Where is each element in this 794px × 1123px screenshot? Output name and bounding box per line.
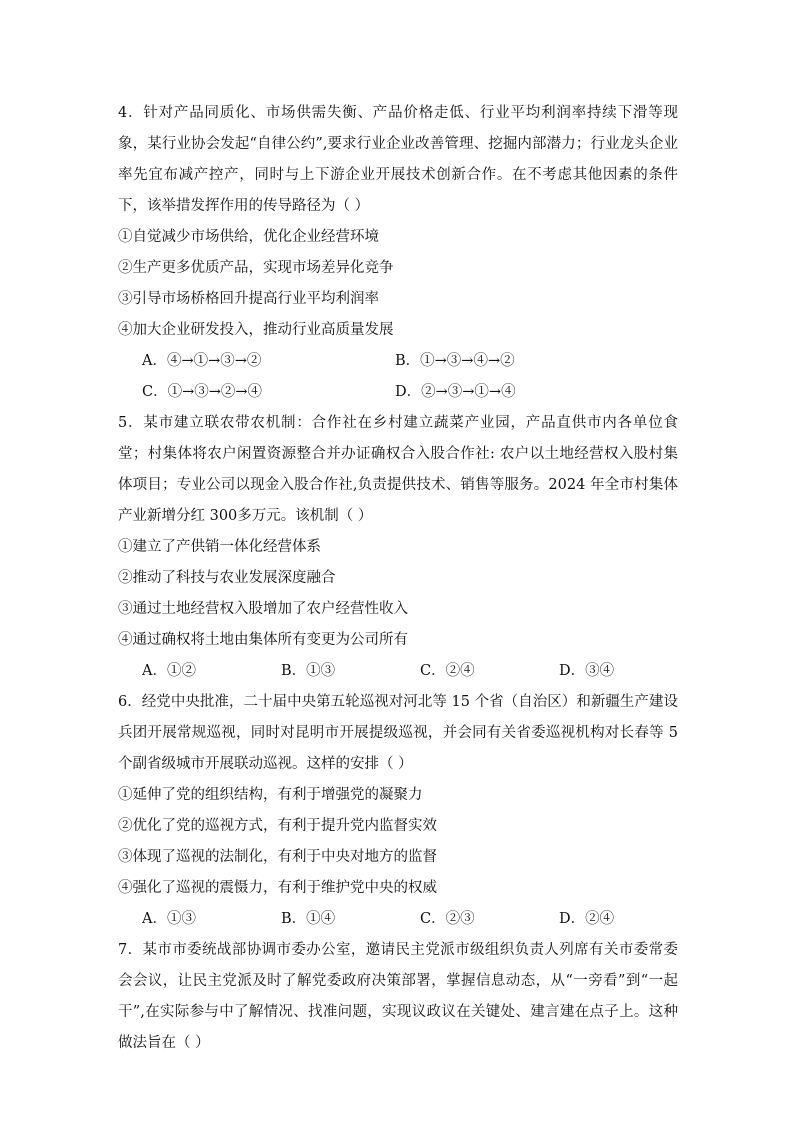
question-stem (118, 687, 678, 780)
answer-choices-row (118, 656, 678, 687)
statement-3: ③引导市场桥格回升提高行业平均利润率 (118, 291, 379, 307)
statement-1: ①建立了产供销一体化经营体系 (118, 539, 321, 555)
stem-line: 5．某市建立联农带农机制：合作社在乡村建立蔬菜产业园，产品直供市内各单位食堂；村 (118, 415, 678, 462)
answer-choices-row (118, 904, 678, 935)
questions-area (118, 98, 678, 1059)
answer-choices-row (118, 346, 678, 377)
statement-3: ③通过土地经营权入股增加了农户经营性收入 (118, 601, 408, 617)
statement-4: ④加大企业研发投入，推动行业高质量发展 (118, 322, 394, 338)
choice-c[interactable]: C．②④ (420, 663, 475, 679)
statement-4: ④强化了巡视的震慑力，有利于维护党中央的权威 (118, 880, 437, 896)
question-6 (118, 687, 678, 935)
statement-2: ②优化了党的巡视方式，有利于提升党内监督实效 (118, 818, 437, 834)
choice-c[interactable]: C．②③ (420, 911, 475, 927)
question-stem (118, 408, 678, 532)
stem-line: 减产控产，同时与上下游企业开展技术创新合作。在不考虑其他因素的条件下，该举措发挥 (118, 167, 679, 214)
choice-b[interactable]: B．①③ (281, 663, 336, 679)
question-7 (118, 935, 678, 1059)
question-4 (118, 98, 678, 408)
stem-line: 作用的传导路径为（ ） (219, 198, 370, 214)
statement-2: ②生产更多优质产品，实现市场差异化竞争 (118, 260, 394, 276)
stem-line: 集体将农户闲置资源整合并办证确权合入股合作社: 农户以土地经营权入股村集体项目；专 (118, 446, 678, 493)
question-stem (118, 98, 678, 222)
choice-c[interactable]: C．①→③→②→④ (142, 384, 263, 400)
question-stem (118, 935, 678, 1059)
stem-line: 开展常规巡视，同时对昆明市开展提级巡视，并会同有关省委巡视机构对长春等 5 个副省级 (118, 725, 678, 772)
stem-line: 议，让民主党派及时了解党委政府决策部署，掌握信息动态，从“一旁看”到“一起干”,在实际 (118, 973, 679, 1020)
question-5 (118, 408, 678, 687)
stem-line: 多万元。该机制（ ） (237, 508, 373, 524)
stem-line: 6．经党中央批准，二十届中央第五轮巡视对河北等 15 个省（自治区）和新疆生产建设兵团 (118, 694, 678, 741)
choice-b[interactable]: B．①→③→④→② (395, 353, 515, 369)
choice-d[interactable]: D．②④ (559, 911, 615, 927)
stem-line: 7．某市市委统战部协调市委办公室，邀请民主党派市级组织负责人列席有关市委常委会会 (118, 942, 678, 989)
statement-2: ②推动了科技与农业发展深度融合 (118, 570, 336, 586)
choice-d[interactable]: D．③④ (559, 663, 615, 679)
stem-line: 参与中了解情况、找准问题，实现议政议在关键处、建言建在点子上。这种做法旨在（ ） (118, 1004, 678, 1051)
statement-3: ③体现了巡视的法制化，有利于中央对地方的监督 (118, 849, 437, 865)
choice-d[interactable]: D．②→③→①→④ (395, 384, 516, 400)
choice-a[interactable]: A．①② (142, 663, 196, 679)
choice-a[interactable]: A．①③ (142, 911, 196, 927)
stem-line: 行业协会发起“自律公约”,要求行业企业改善管理、挖掘内部潜力；行业龙头企业率先宜布 (118, 136, 679, 183)
statement-4: ④通过确权将土地由集体所有变更为公司所有 (118, 632, 408, 648)
stem-line: 城市开展联动巡视。这样的安排（ ） (176, 756, 413, 772)
statement-1: ①延伸了党的组织结构，有利于增强党的凝聚力 (118, 787, 423, 803)
stem-line: 4．针对产品同质化、市场供需失衡、产品价格走低、行业平均利润率持续下滑等现象，某 (118, 105, 678, 152)
stem-line: 业公司以现金入股合作社,负责提供技术、销售等服务。2024 年全市村集体产业新增分红 300 (118, 477, 678, 524)
answer-choices-row (118, 377, 678, 408)
statement-1: ①自觉减少市场供给，优化企业经营环境 (118, 229, 379, 245)
choice-b[interactable]: B．①④ (281, 911, 336, 927)
choice-a[interactable]: A．④→①→③→② (142, 353, 262, 369)
